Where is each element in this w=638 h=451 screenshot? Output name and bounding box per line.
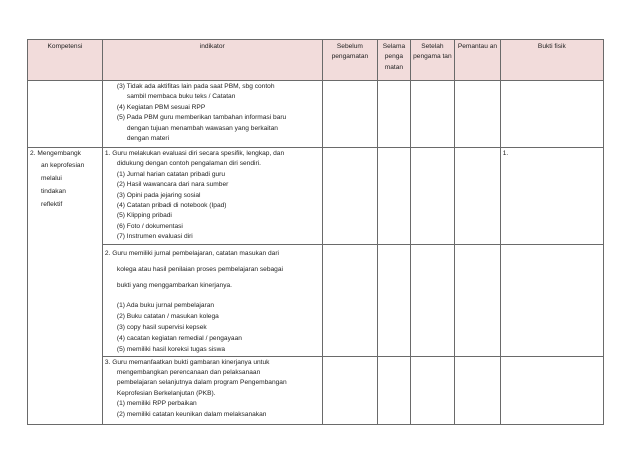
- bukti-cell: [500, 244, 603, 356]
- pemantau-cell: [455, 356, 501, 424]
- indikator-cell: [102, 148, 322, 245]
- setelah-cell: [410, 81, 455, 148]
- header-indikator: indikator: [102, 40, 322, 81]
- indikator-line: dengan tujuan menambah wawasan yang berkaitan: [126, 124, 278, 132]
- header-sebelum: Sebelum pengamatan: [322, 40, 378, 81]
- indikator-line: (5) memiliki hasil koreksi tugas siswa: [116, 345, 225, 353]
- header-pemantau: Pemantau an: [455, 40, 501, 81]
- table-row: [28, 81, 604, 148]
- indikator-line: (2) Hasil wawancara dari nara sumber: [116, 181, 229, 189]
- indikator-line: pembelajaran selanjutnya dalam program Pengembangan: [116, 379, 287, 387]
- sebelum-cell: [322, 244, 378, 356]
- sebelum-cell: [322, 81, 378, 148]
- indikator-line: (3) Opini pada jejaring sosial: [116, 191, 201, 199]
- pemantau-cell: [455, 81, 501, 148]
- indikator-line: (4) cacatan kegiatan remedial / pengayaan: [116, 334, 242, 342]
- kompetensi-line: an keprofesian: [41, 162, 85, 170]
- kompetensi-line: 2. Mengembangk: [30, 150, 81, 157]
- kompetensi-line: melalui: [41, 175, 62, 183]
- indikator-line: 3. Guru memanfaatkan bukti gambaran kinerjanya untuk: [104, 358, 270, 366]
- indikator-line: kolega atau hasil penilaian proses pembelajaran sebagai: [116, 265, 283, 273]
- bukti-cell: [500, 81, 603, 148]
- pemantau-cell: [455, 148, 501, 245]
- header-bukti: Bukti fisik: [500, 40, 603, 81]
- setelah-cell: [410, 148, 455, 245]
- indikator-line: 1. Guru melakukan evaluasi diri secara spesifik, lengkap, dan: [104, 150, 285, 157]
- header-selama: Selama penga matan: [378, 40, 410, 81]
- indikator-line: 2. Guru memiliki jurnal pembelajaran, catatan masukan dari: [104, 249, 279, 257]
- indikator-cell: [102, 244, 322, 356]
- indikator-line: (2) Buku catatan / masukan kolega: [116, 312, 219, 320]
- indikator-cell: [102, 81, 322, 148]
- indikator-line: sambil membaca buku teks / Catatan: [126, 93, 236, 101]
- sebelum-cell: [322, 356, 378, 424]
- indikator-line: (4) Kegiatan PBM sesuai RPP: [116, 103, 206, 111]
- setelah-cell: [410, 356, 455, 424]
- header-row: [28, 40, 604, 81]
- indikator-line: dengan materi: [126, 135, 170, 143]
- selama-cell: [378, 148, 410, 245]
- indikator-line: didukung dengan contoh pengalaman diri sendiri.: [116, 160, 261, 168]
- indikator-line: (5) Klipping pribadi: [116, 212, 172, 220]
- indikator-line: (2) memiliki catatan keunikan dalam melaksanakan: [116, 410, 267, 418]
- bukti-number: 1.: [502, 150, 509, 157]
- bukti-cell: [500, 356, 603, 424]
- bukti-cell: [500, 148, 603, 245]
- kompetensi-cell: [28, 148, 103, 425]
- indikator-line: (6) Foto / dokumentasi: [116, 222, 183, 230]
- indikator-line: (1) memiliki RPP perbaikan: [116, 400, 197, 408]
- indikator-line: mengembangkan perencanaan dan pelaksanaan: [116, 369, 261, 377]
- setelah-cell: [410, 244, 455, 356]
- header-setelah: Setelah pengama tan: [410, 40, 455, 81]
- indikator-line: (5) Pada PBM guru memberikan tambahan informasi baru: [116, 114, 287, 122]
- indikator-line: (1) Ada buku jurnal pembelajaran: [116, 301, 215, 309]
- table-row: [28, 148, 604, 245]
- selama-cell: [378, 356, 410, 424]
- indikator-line: (3) copy hasil supervisi kepsek: [116, 323, 207, 331]
- header-kompetensi: Kompetensi: [28, 40, 103, 81]
- kompetensi-line: tindakan: [41, 188, 66, 196]
- sebelum-cell: [322, 148, 378, 245]
- kompetensi-line: reflektif: [41, 201, 63, 209]
- indikator-line: Keprofesian Berkelanjutan (PKB).: [116, 389, 216, 397]
- indikator-cell: [102, 356, 322, 424]
- table-row: [28, 244, 604, 356]
- indikator-line: bukti yang menggambarkan kinerjanya.: [116, 281, 232, 289]
- competency-table: [27, 39, 604, 425]
- indikator-line: (1) Jurnal harian catatan pribadi guru: [116, 170, 226, 178]
- kompetensi-cell: [28, 81, 103, 148]
- indikator-line: (4) Catatan pribadi di notebook (Ipad): [116, 202, 227, 210]
- table-row: [28, 356, 604, 424]
- pemantau-cell: [455, 244, 501, 356]
- indikator-line: (3) Tidak ada aktifitas lain pada saat PBM, sbg contoh: [116, 83, 275, 90]
- selama-cell: [378, 81, 410, 148]
- selama-cell: [378, 244, 410, 356]
- indikator-line: (7) Instrumen evaluasi diri: [116, 233, 193, 241]
